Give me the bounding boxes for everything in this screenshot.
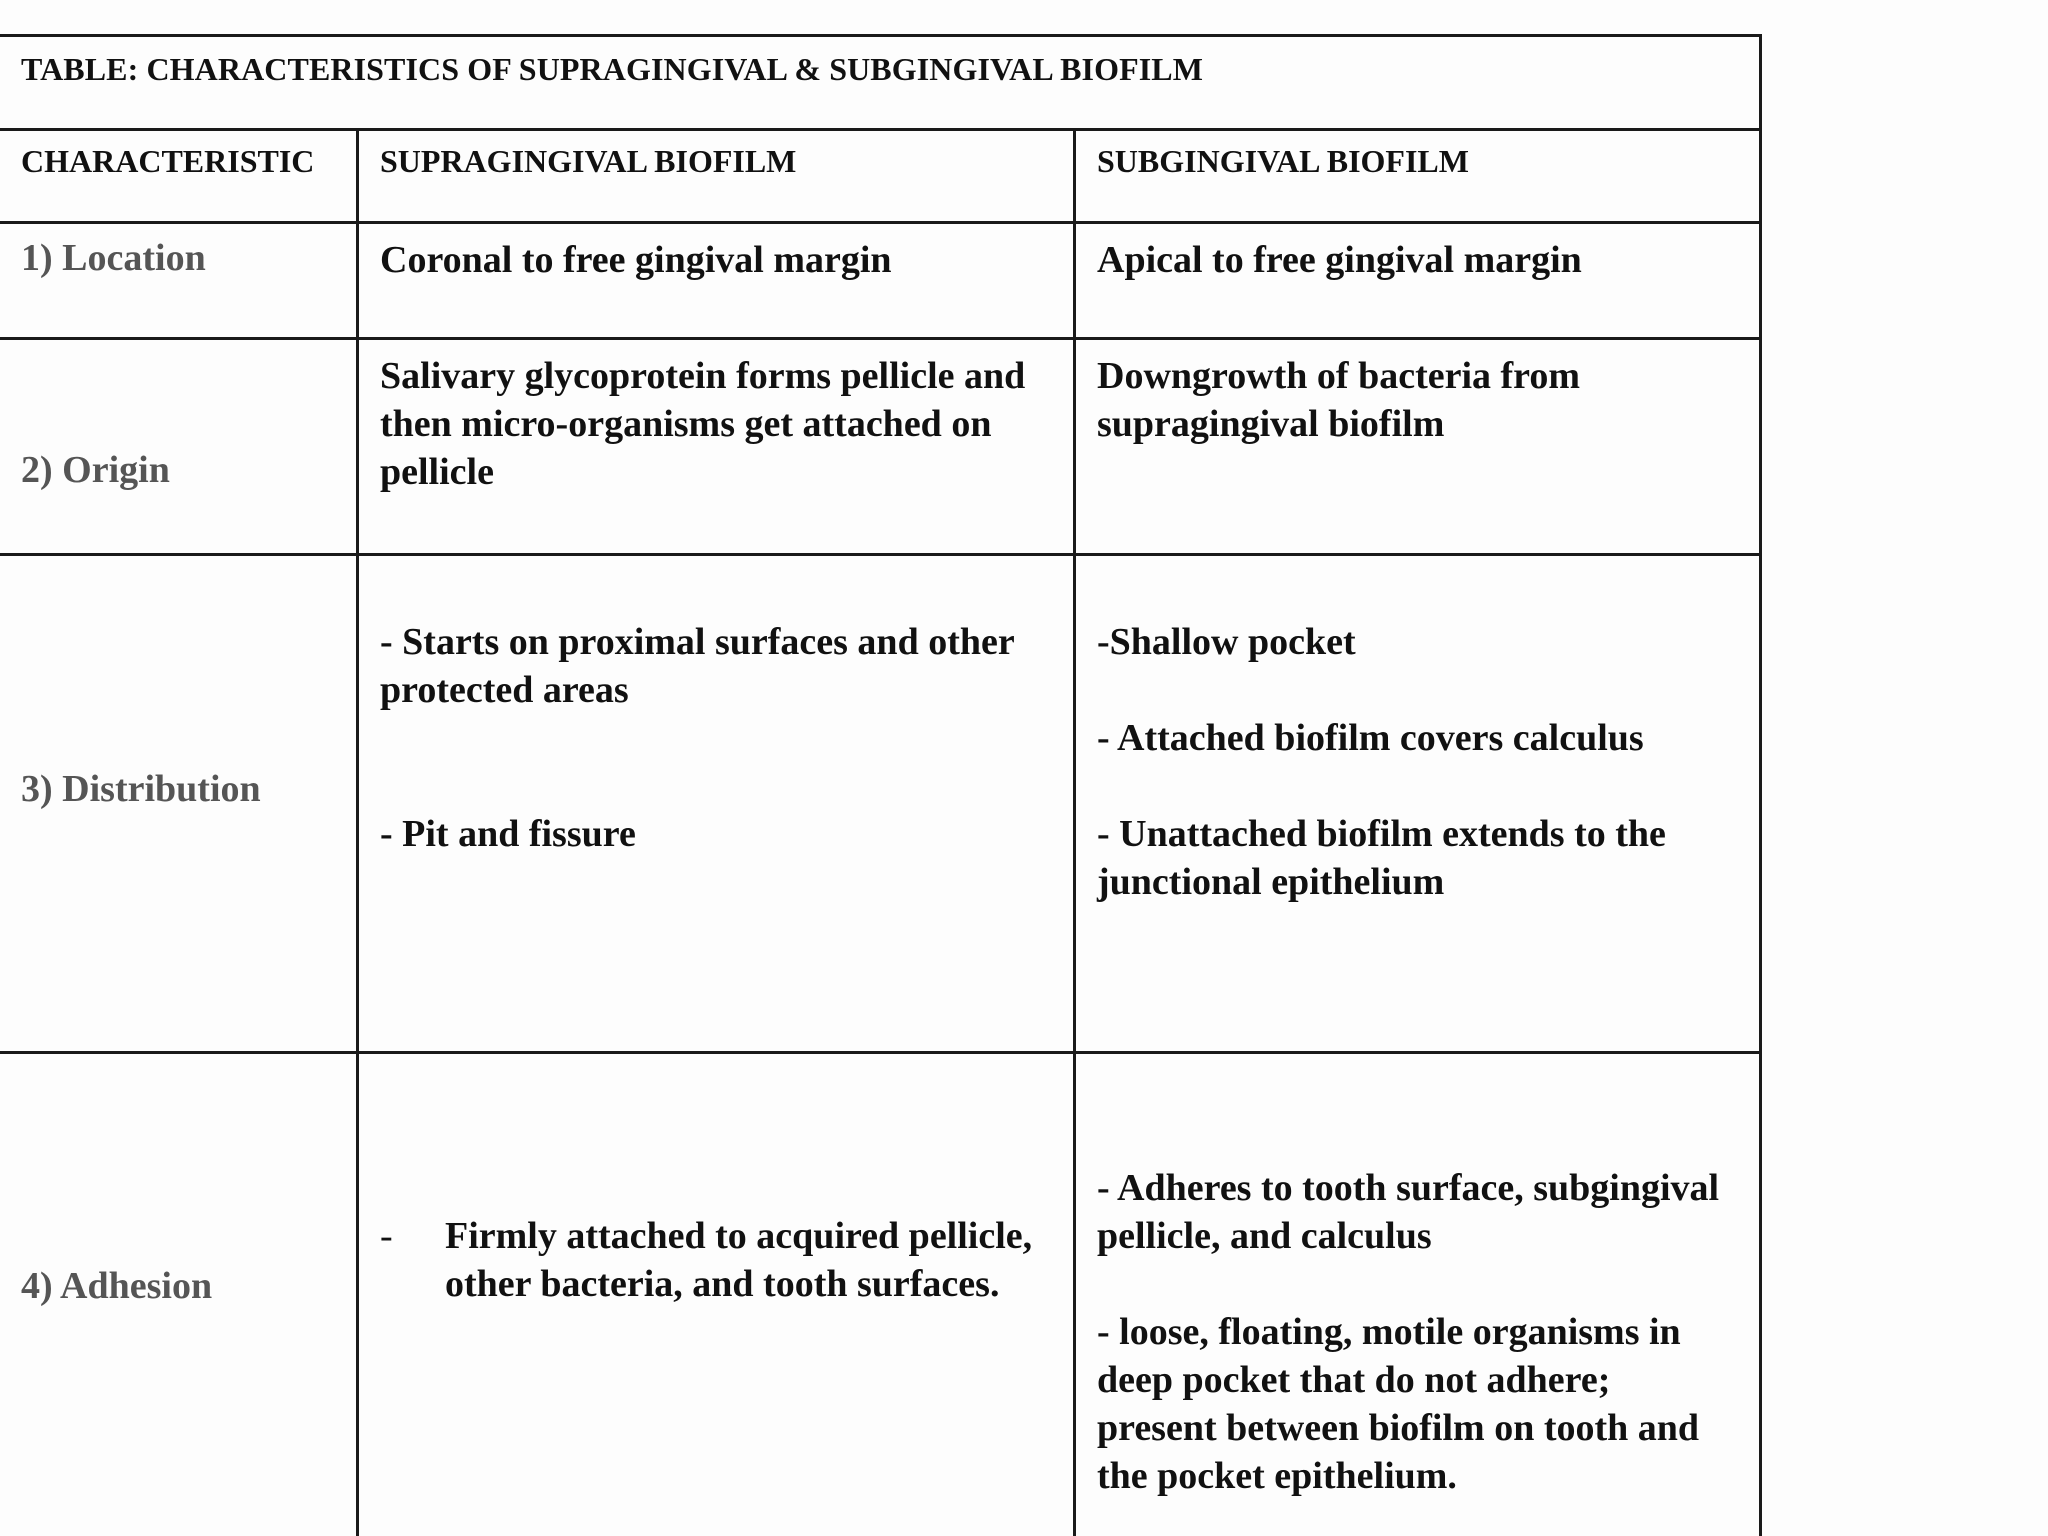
supra-cell-origin [359, 340, 1076, 553]
header-subgingival: SUBGINGIVAL BIOFILM [1097, 143, 1469, 179]
row-label-cell [0, 556, 359, 1051]
sub-adhesion-text-1: - Adheres to tooth surface, subgingival pellicle, and calculus [1097, 1167, 1720, 1257]
row-label-adhesion: 4) Adhesion [21, 1265, 213, 1307]
bullet-dash: - [380, 1215, 393, 1257]
sub-distribution-text-1: -Shallow pocket [1097, 621, 1356, 663]
row-label-location: 1) Location [21, 237, 206, 279]
row-label-cell [0, 1054, 359, 1536]
table-header-row [0, 131, 1759, 224]
supra-distribution-text-2: - Pit and fissure [380, 813, 636, 855]
row-label-cell [0, 224, 359, 337]
sub-cell-adhesion [1076, 1054, 1759, 1536]
table-row-adhesion [0, 1054, 1759, 1536]
supra-cell-distribution [359, 556, 1076, 1051]
header-cell-subgingival [1076, 131, 1759, 221]
supra-distribution-text-1: - Starts on proximal surfaces and other protected areas [380, 621, 1015, 711]
row-label-distribution: 3) Distribution [21, 768, 261, 810]
sub-adhesion-text-2: - loose, floating, motile organisms in deep pocket that do not adhere; present between biofilm on tooth and the pocket epithelium. [1097, 1311, 1700, 1497]
table-title-row [0, 37, 1759, 131]
table-row-origin [0, 340, 1759, 556]
sub-distribution-text-2: - Attached biofilm covers calculus [1097, 717, 1644, 759]
header-cell-supragingival [359, 131, 1076, 221]
supra-adhesion-list-item [380, 1212, 1053, 1308]
supra-adhesion-text: Firmly attached to acquired pellicle, other bacteria, and tooth surfaces. [445, 1215, 1033, 1305]
sub-cell-location [1076, 224, 1759, 337]
table-row-location [0, 224, 1759, 340]
sub-origin-text: Downgrowth of bacteria from supragingival biofilm [1097, 355, 1581, 445]
header-characteristic: CHARACTERISTIC [21, 143, 315, 179]
row-label-cell [0, 340, 359, 553]
header-cell-characteristic [0, 131, 359, 221]
table-title: TABLE: CHARACTERISTICS OF SUPRAGINGIVAL & SUBGINGIVAL BIOFILM [21, 51, 1204, 87]
sub-cell-distribution [1076, 556, 1759, 1051]
supra-location-text: Coronal to free gingival margin [380, 239, 892, 281]
sub-distribution-text-3: - Unattached biofilm extends to the junctional epithelium [1097, 813, 1666, 903]
header-supragingival: SUPRAGINGIVAL BIOFILM [380, 143, 797, 179]
sub-location-text: Apical to free gingival margin [1097, 239, 1582, 281]
supra-cell-location [359, 224, 1076, 337]
supra-cell-adhesion [359, 1054, 1076, 1536]
supra-origin-text: Salivary glycoprotein forms pellicle and then micro-organisms get attached on pellicle [380, 355, 1026, 493]
biofilm-table [0, 34, 1762, 1536]
row-label-origin: 2) Origin [21, 449, 170, 491]
sub-cell-origin [1076, 340, 1759, 553]
table-row-distribution [0, 556, 1759, 1054]
